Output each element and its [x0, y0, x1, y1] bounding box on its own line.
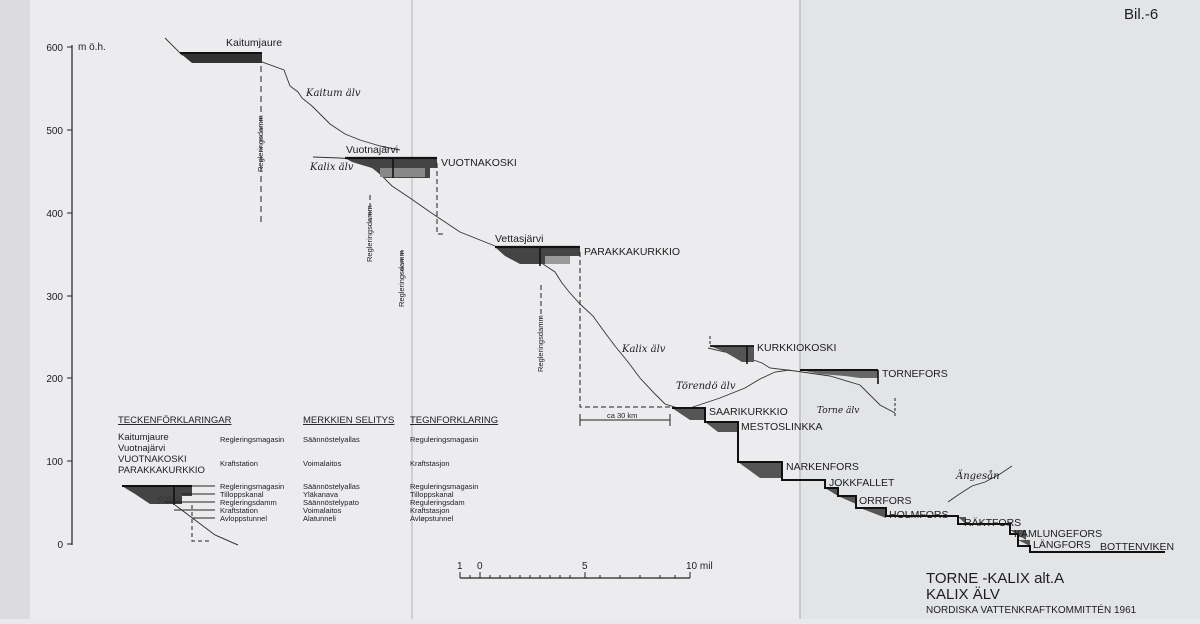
legend-header-sv: TECKENFÖRKLARINGAR — [118, 415, 232, 426]
legend-station-sv: Kraftstation — [220, 459, 258, 468]
legend-detail-sv-1: Tilloppskanal — [220, 490, 264, 499]
legend-detail-sv-3: Kraftstation — [220, 506, 258, 515]
legend-detail-fi-0: Säännöstelyallas — [303, 482, 360, 491]
dam-label-vuotna-1: Regleringsdamm — [365, 205, 374, 262]
bottenviken-label: BOTTENVIKEN — [1100, 541, 1175, 553]
legend-detail-fi-3: Voimalaitos — [303, 506, 342, 515]
kaitumjaure-label: Kaitumjaure — [226, 37, 283, 49]
kalix-mid-label: Kalix älv — [622, 344, 666, 355]
saarikurkkio-label: SAARIKURKKIO — [709, 406, 788, 418]
legend-detail-no-4: Avløpstunnel — [410, 514, 454, 523]
legend-detail-sv-0: Regleringsmagasin — [220, 482, 285, 491]
mestoslinkka-label: MESTOSLINKKA — [741, 421, 823, 433]
legend-magazine-sv: Regleringsmagasin — [220, 435, 285, 444]
vuotna-magazine-lower — [380, 168, 425, 177]
narkenfors-label: NARKENFORS — [786, 461, 859, 473]
sheet-id: Bil.-6 — [1124, 6, 1159, 23]
axis-unit: m ö.h. — [78, 42, 106, 53]
legend-sample-station-2: PARAKKAKURKKIO — [118, 465, 205, 476]
parakkakurkkio-label: PARAKKAKURKKIO — [584, 246, 681, 258]
legend-station-fi: Voimalaitos — [303, 459, 342, 468]
legend-detail-sv-4: Avloppstunnel — [220, 514, 267, 523]
kaitum-river-label: Kaitum älv — [306, 88, 361, 99]
legend-header-no: TEGNFORKLARING — [410, 415, 499, 426]
legend-detail-no-1: Tilloppskanal — [410, 490, 454, 499]
dam-label-kaitum: Regleringsdamm — [256, 115, 265, 172]
dam-label-vuotna-2: Regleringsdamm — [397, 250, 406, 307]
legend-sample-lake-2: Vuotnajärvi — [118, 443, 166, 454]
langfors-label: LÄNGFORS — [1033, 539, 1091, 551]
legend-magazine-no: Reguleringsmagasin — [410, 435, 479, 444]
legend-sample-lake: Kaitumjaure — [118, 432, 169, 443]
paper-edge-shadow — [0, 0, 30, 619]
scale-label-10: 10 mil — [686, 561, 713, 572]
jokkfallet-label: JOKKFALLET — [829, 477, 895, 489]
legend-sample-station: VUOTNAKOSKI — [118, 454, 187, 465]
distance-label: ca 30 km — [607, 411, 638, 420]
vuotnakoski-label: VUOTNAKOSKI — [441, 157, 517, 169]
legend-header-fi: MERKKIEN SELITYS — [303, 415, 395, 426]
legend-station-no: Kraftstasjon — [410, 459, 450, 468]
kurkkiokoski-label: KURKKIOKOSKI — [757, 342, 837, 354]
legend-detail-sv-2: Regleringsdamm — [220, 498, 277, 507]
vuotnajarvi-label: Vuotnajärvi — [346, 144, 399, 156]
tick-label-300: 300 — [46, 292, 63, 303]
legend-detail-no-2: Reguleringsdam — [410, 498, 465, 507]
holmfors-label: HOLMFORS — [889, 509, 949, 521]
kamlungefors-label: KAMLUNGEFORS — [1014, 528, 1103, 540]
tick-label-100: 100 — [46, 457, 63, 468]
orrfors-label: ORRFORS — [859, 495, 912, 507]
title-org: NORDISKA VATTENKRAFTKOMMITTÉN 1961 — [926, 605, 1137, 616]
legend-detail-no-3: Kraftstasjon — [410, 506, 450, 515]
dam-label-parakka: Regleringsdamm — [536, 315, 545, 372]
legend-symbol-hatch — [158, 496, 182, 504]
legend-detail-fi-4: Alatunneli — [303, 514, 336, 523]
legend-magazine-fi: Säännöstelyallas — [303, 435, 360, 444]
parakka-magazine-lower — [545, 256, 570, 264]
tornefors-label: TORNEFORS — [882, 368, 948, 380]
legend-detail-no-0: Reguleringsmagasin — [410, 482, 479, 491]
torne-label: Torne älv — [817, 406, 860, 416]
scale-label-0: 0 — [477, 561, 483, 572]
tick-label-600: 600 — [46, 43, 63, 54]
torenda-label: Törendö älv — [676, 381, 736, 392]
title-line-2: KALIX ÄLV — [926, 586, 1000, 603]
raktfors-label: RÄKTFORS — [964, 517, 1022, 529]
tick-label-0: 0 — [57, 540, 63, 551]
scale-label-1: 1 — [457, 561, 463, 572]
tick-label-500: 500 — [46, 126, 63, 137]
angesan-label: Ängesån — [956, 471, 1000, 482]
kalix-upper-label: Kalix älv — [310, 162, 354, 173]
tick-label-400: 400 — [46, 209, 63, 220]
vettasjarvi-label: Vettasjärvi — [495, 233, 544, 245]
legend-detail-fi-2: Säännöstelypato — [303, 498, 359, 507]
tick-label-200: 200 — [46, 374, 63, 385]
kaitumjaure-magazine — [180, 53, 262, 63]
legend-detail-fi-1: Yläkanava — [303, 490, 339, 499]
scale-label-5: 5 — [582, 561, 588, 572]
title-line-1: TORNE -KALIX alt.A — [926, 570, 1065, 587]
